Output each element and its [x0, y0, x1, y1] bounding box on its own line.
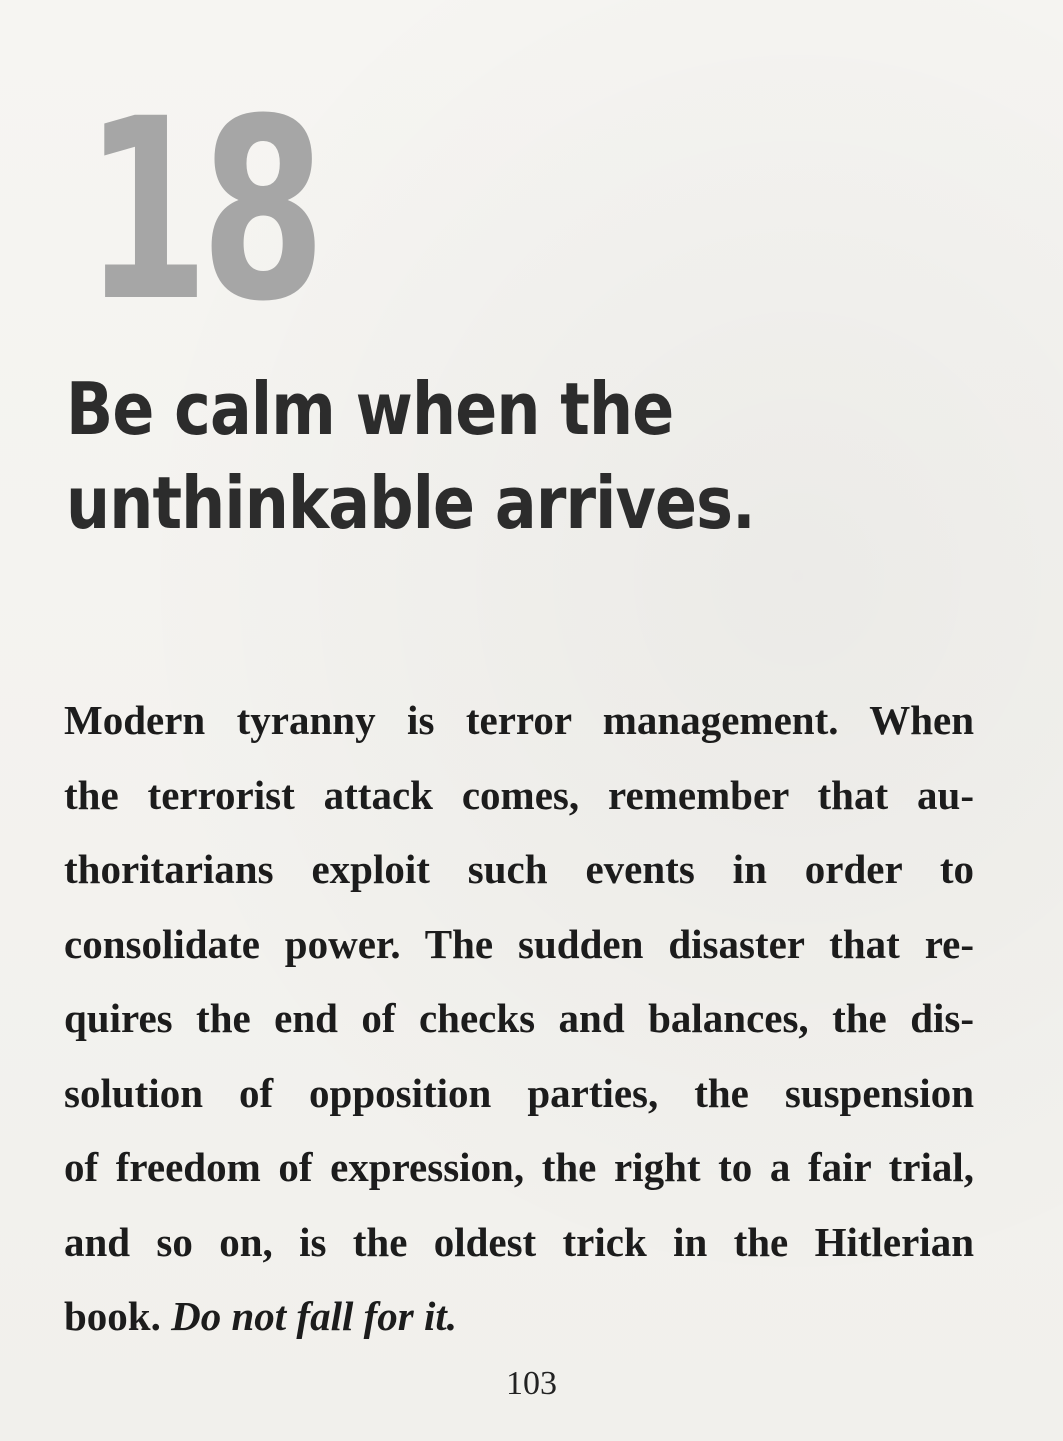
- page-number: 103: [506, 1365, 557, 1402]
- body-line-5: quires the end of checks and balances, the dis-: [64, 995, 974, 1041]
- body-line-6: solution of opposition parties, the suspension: [64, 1069, 974, 1116]
- body-line-8: and so on, is the oldest trick in the Hitlerian: [64, 1218, 974, 1265]
- chapter-title-line-1: Be calm when the: [66, 367, 674, 451]
- body-paragraph: [64, 683, 974, 1354]
- body-line-3: thoritarians exploit such events in order to: [64, 846, 974, 892]
- chapter-title: [66, 362, 840, 550]
- body-last-line-plain: book.: [64, 1293, 161, 1339]
- body-line-7: of freedom of expression, the right to a fair trial,: [64, 1144, 974, 1190]
- chapter-title-line-2: unthinkable arrives.: [66, 461, 755, 545]
- body-emphasis: Do not fall for it.: [171, 1293, 457, 1339]
- chapter-number: 18: [84, 65, 318, 356]
- body-line-9: [64, 1279, 974, 1354]
- body-line-2: the terrorist attack comes, remember that au-: [64, 771, 974, 818]
- body-line-4: consolidate power. The sudden disaster that re-: [64, 920, 974, 967]
- body-line-1: Modern tyranny is terror management. When: [64, 697, 974, 743]
